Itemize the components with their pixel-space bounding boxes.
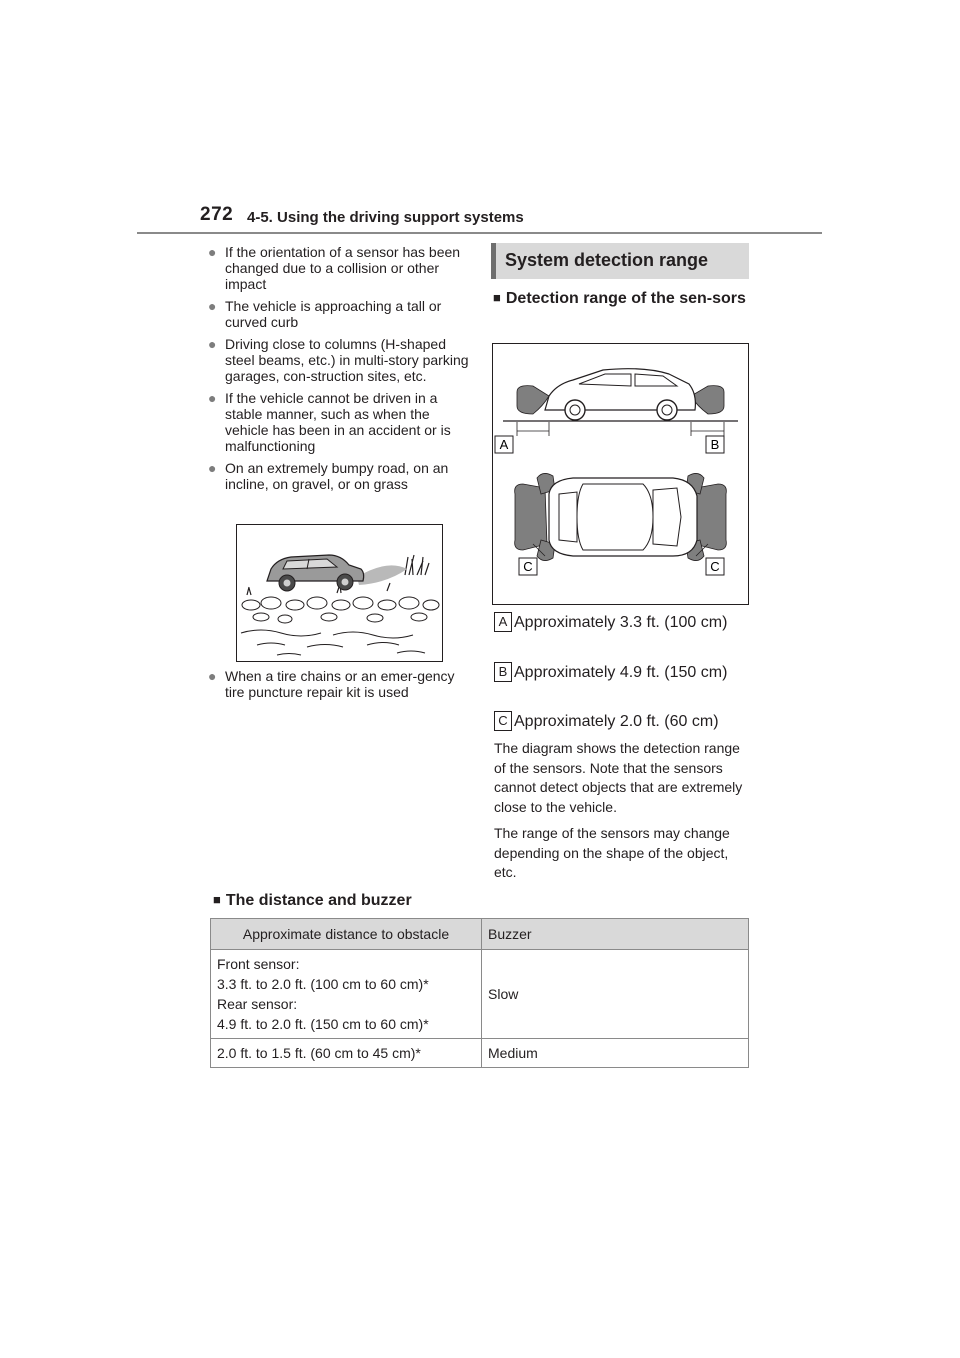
detection-range-note: The diagram shows the detection range of the sensors. Note that the sensors cannot detect objects that are extremely close to the vehicle. [494,740,743,815]
legend-item-c [494,710,754,733]
bullet-text: On an extremely bumpy road, on an incline, on gravel, or on grass [225,460,449,492]
bullet-item [208,390,470,454]
bullet-dot-icon: ● [208,390,217,406]
square-bullet-icon: ■ [493,290,501,305]
subheading-text: Detection range of the sen-sors [505,290,746,307]
column-header-buzzer: Buzzer [482,919,749,950]
table-header-row [211,919,749,950]
bullet-dot-icon: ● [208,244,217,260]
legend-badge-a: A [494,612,512,632]
legend-text-c: Approximately 2.0 ft. (60 cm) [514,713,719,730]
legend-badge-b: B [494,662,512,682]
bullet-item [208,244,470,292]
bullet-text: Driving close to columns (H-shaped steel beams, etc.) in multi-story parking garages, con-struction sites, etc. [225,336,469,384]
buzzer-cell: Slow [482,950,749,1039]
bullet-text: If the orientation of a sensor has been changed due to a collision or other impact [225,244,461,292]
range-variation-note: The range of the sensors may change depending on the shape of the object, etc. [494,825,730,880]
column-header-distance: Approximate distance to obstacle [211,919,482,950]
distance-line: Front sensor: [217,956,300,972]
heading-accent-bar [491,243,496,279]
diagram-label-b: B [710,437,720,452]
subheading-text: The distance and buzzer [225,892,412,909]
heading-text: System detection range [505,250,709,270]
sensor-range-diagram [492,343,749,605]
sensor-range-image [493,344,748,604]
bullet-dot-icon: ● [208,298,217,314]
bullet-item [208,668,470,700]
table-row [211,950,749,1039]
bullet-dot-icon: ● [208,336,217,352]
distance-line: 4.9 ft. to 2.0 ft. (150 cm to 60 cm)* [217,1016,429,1032]
bullet-text: The vehicle is approaching a tall or curved curb [225,298,442,330]
bullet-item [208,460,470,492]
distance-line: 2.0 ft. to 1.5 ft. (60 cm to 45 cm)* [217,1045,421,1061]
distance-cell [211,950,482,1039]
bullet-dot-icon: ● [208,668,217,684]
bullet-text: When a tire chains or an emer-gency tire puncture repair kit is used [225,668,455,700]
diagram-label-c-right: C [710,559,720,574]
condition-bullet-list-continued [208,668,470,706]
legend-item-b [494,661,754,707]
bullet-dot-icon: ● [208,460,217,476]
legend-item-a [494,611,754,657]
distance-buzzer-table [210,918,749,1068]
section-title: 4-5. Using the driving support systems [247,209,524,226]
header-rule [137,232,822,234]
diagram-label-a: A [499,437,509,452]
bullet-item [208,336,470,384]
bullet-item [208,298,470,330]
distance-line: Rear sensor: [217,996,298,1012]
table-row [211,1039,749,1068]
bullet-text: If the vehicle cannot be driven in a stable manner, such as when the vehicle has been in an accident or is malfunctioning [225,390,451,454]
suv-on-bumpy-road-image [237,525,442,661]
distance-line: 3.3 ft. to 2.0 ft. (100 cm to 60 cm)* [217,976,429,992]
square-bullet-icon: ■ [213,892,221,907]
system-detection-heading [491,243,749,279]
distance-cell [211,1039,482,1068]
legend-text-b: Approximately 4.9 ft. (150 cm) [514,664,728,681]
distance-buzzer-subheading [213,889,412,912]
condition-bullet-list [208,244,470,498]
buzzer-cell: Medium [482,1039,749,1068]
detection-range-subheading [493,287,749,310]
bumpy-road-illustration [236,524,443,662]
legend-text-a: Approximately 3.3 ft. (100 cm) [514,614,728,631]
diagram-label-c-left: C [523,559,533,574]
page-number: 272 [200,204,234,225]
legend-badge-c: C [494,711,512,731]
